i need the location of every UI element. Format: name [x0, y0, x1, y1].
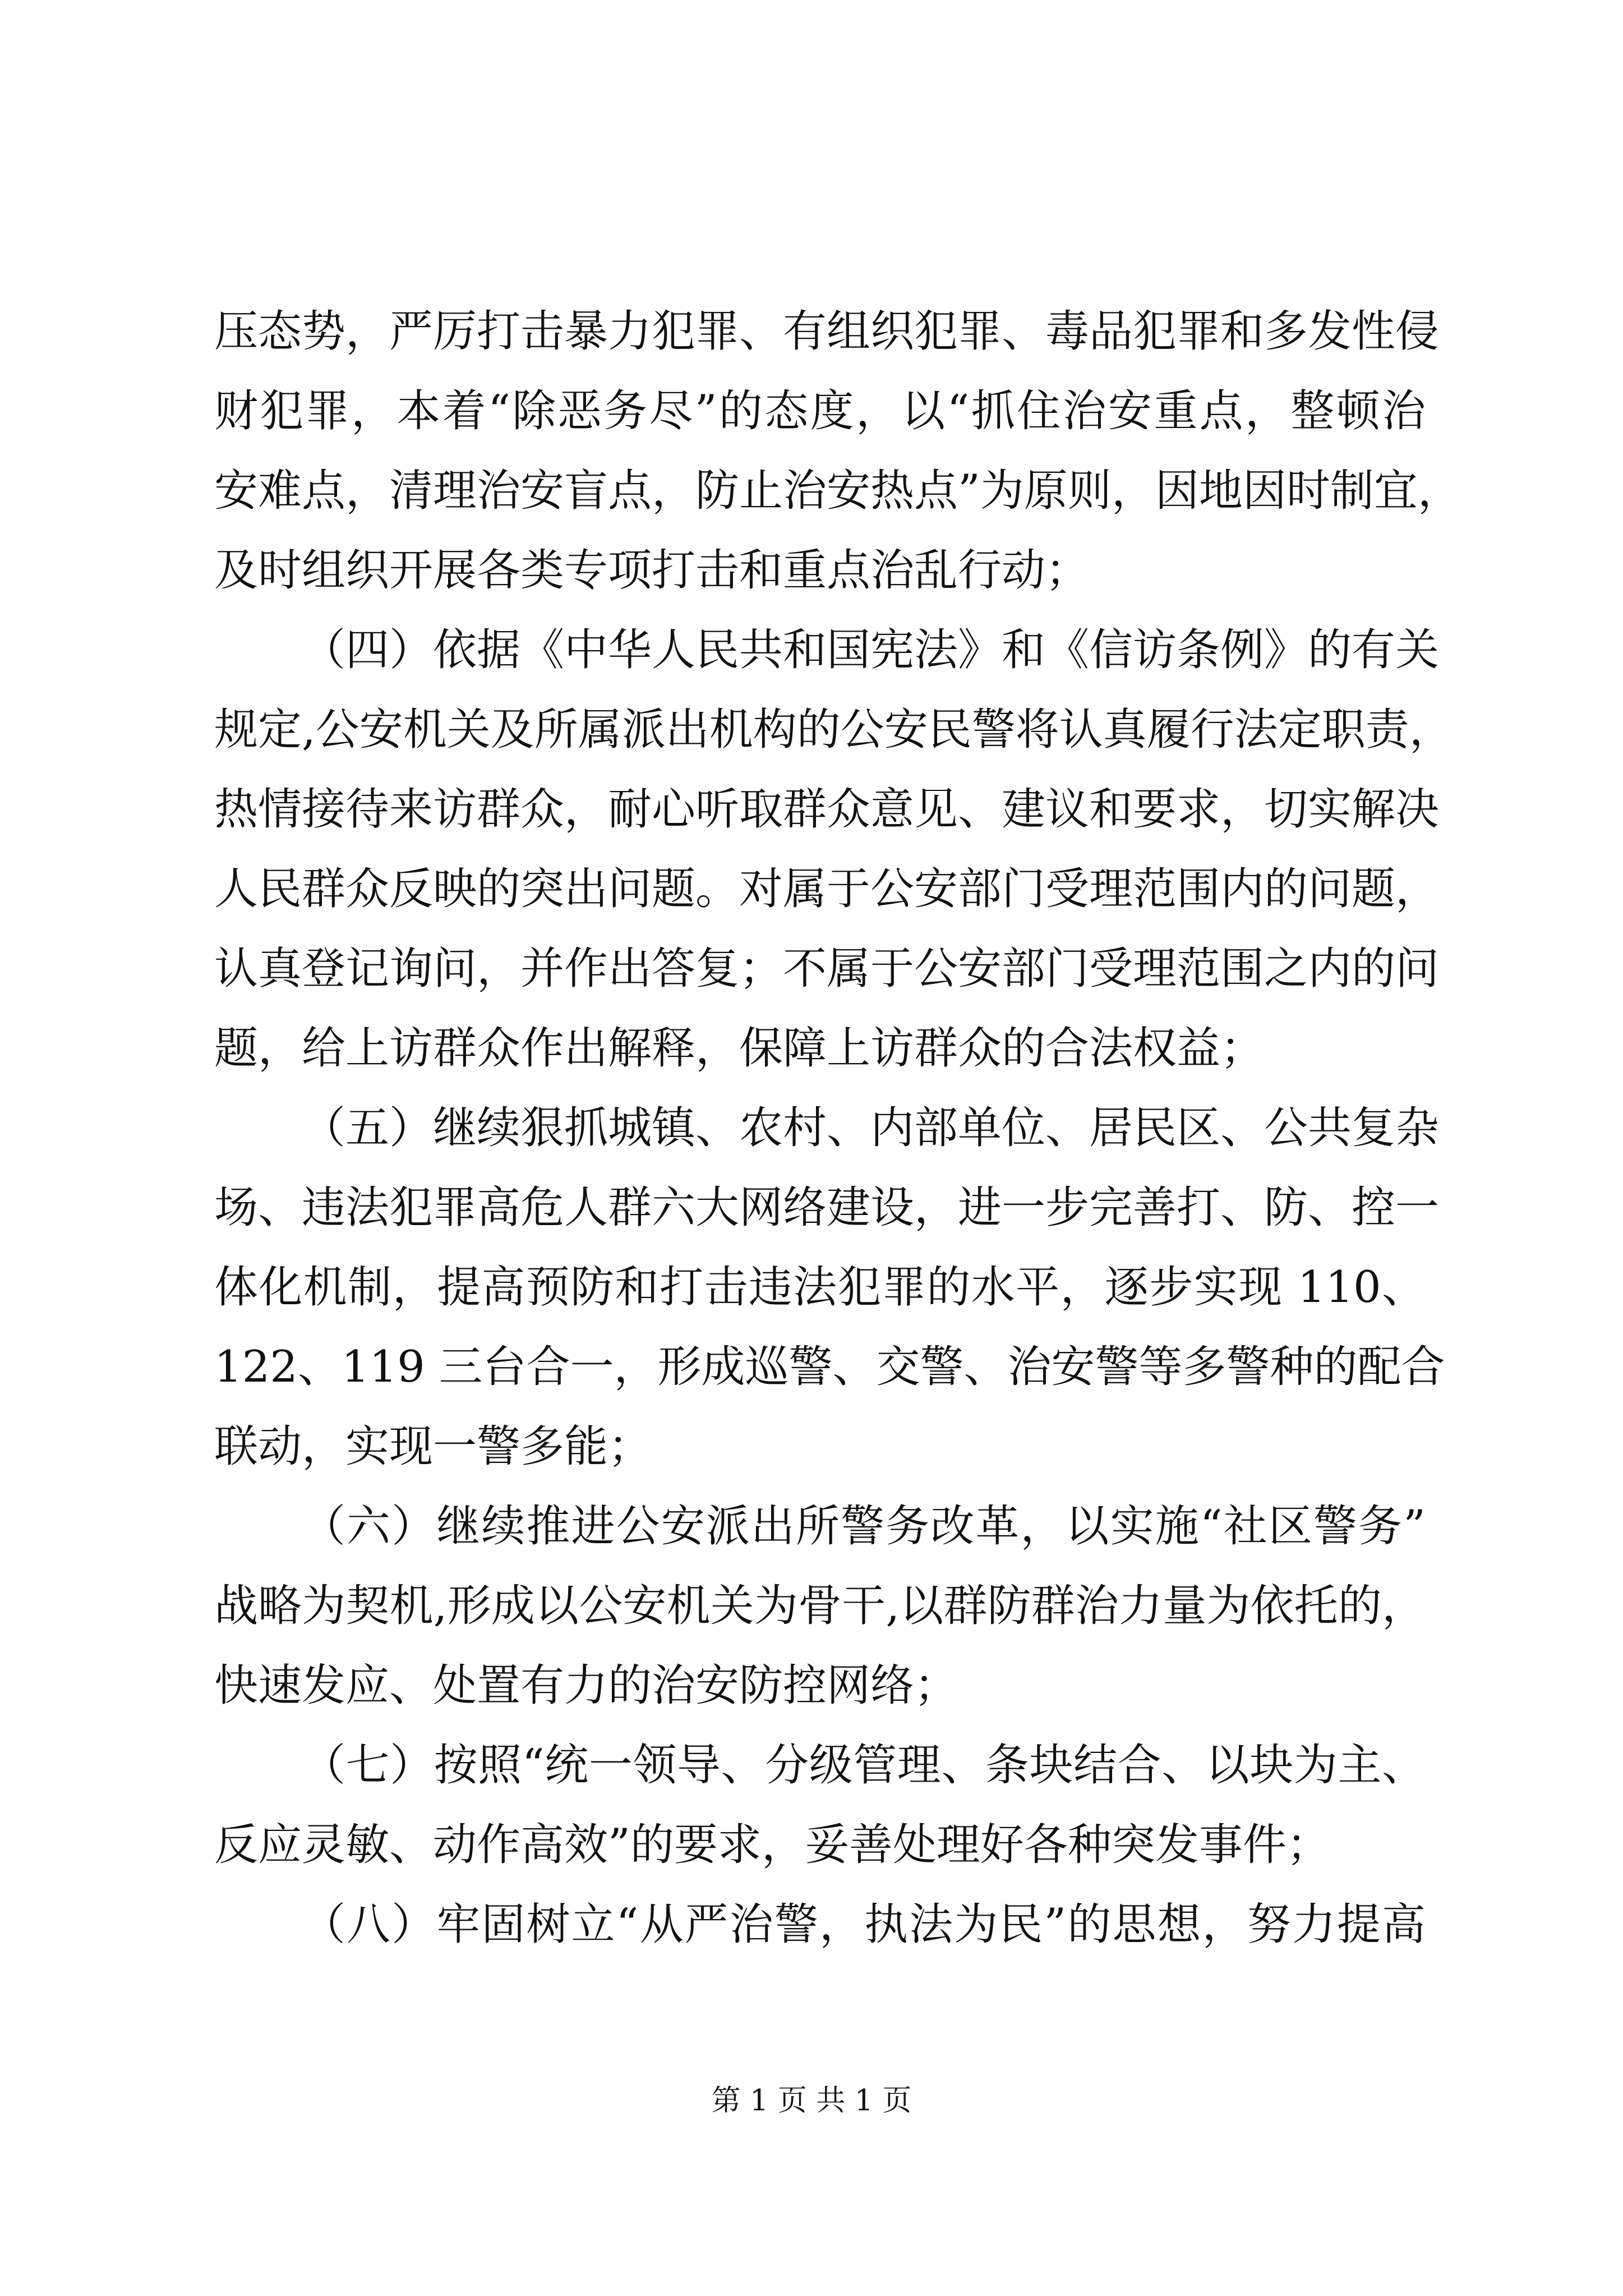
text-line: （五）继续狠抓城镇、农村、内部单位、居民区、公共复杂: [302, 1103, 1440, 1153]
text-line: 场、违法犯罪高危人群六大网络建设，进一步完善打、防、控一: [214, 1182, 1440, 1233]
text-line: 热情接待来访群众，耐心听取群众意见、建议和要求，切实解决: [214, 784, 1440, 835]
text-line: 反应灵敏、动作高效”的要求，妥善处理好各种突发事件；: [214, 1820, 1330, 1870]
text-line: 题，给上访群众作出解释，保障上访群众的合法权益；: [214, 1023, 1265, 1074]
text-line: 快速发应、处置有力的治安防控网络；: [214, 1660, 958, 1711]
text-line: （六）继续推进公安派出所警务改革，以实施“社区警务”: [302, 1501, 1426, 1552]
text-line: 及时组织开展各类专项打击和重点治乱行动；: [214, 545, 1090, 596]
text-line: （八）牢固树立“从严治警，执法为民”的思想，努力提高: [302, 1899, 1426, 1950]
document-body: [214, 292, 1461, 1964]
text-line: 财犯罪，本着“除恶务尽”的态度，以“抓住治安重点，整顿治: [214, 386, 1426, 436]
text-line: （七）按照“统一领导、分级管理、条块结合、以块为主、: [302, 1740, 1426, 1791]
text-line: 联动，实现一警多能；: [214, 1421, 652, 1472]
text-line: 认真登记询问，并作出答复；不属于公安部门受理范围之内的问: [214, 944, 1440, 994]
text-line: 压态势，严厉打击暴力犯罪、有组织犯罪、毒品犯罪和多发性侵: [214, 306, 1440, 357]
text-line: 战略为契机,形成以公安机关为骨干,以群防群治力量为依托的，: [214, 1581, 1426, 1631]
text-line: 体化机制，提高预防和打击违法犯罪的水平，逐步实现 110、: [214, 1262, 1426, 1313]
page-footer: 第 1 页 共 1 页: [711, 2084, 912, 2118]
text-line: 人民群众反映的突出问题。对属于公安部门受理范围内的问题，: [214, 864, 1440, 914]
text-line: （四）依据《中华人民共和国宪法》和《信访条例》的有关: [302, 625, 1440, 675]
text-line: 安难点，清理治安盲点，防止治安热点”为原则，因地因时制宜，: [214, 466, 1461, 516]
text-line: 规定,公安机关及所属派出机构的公安民警将认真履行法定职责，: [214, 705, 1453, 755]
text-line: 122、119 三台合一，形成巡警、交警、治安警等多警种的配合: [214, 1342, 1445, 1392]
